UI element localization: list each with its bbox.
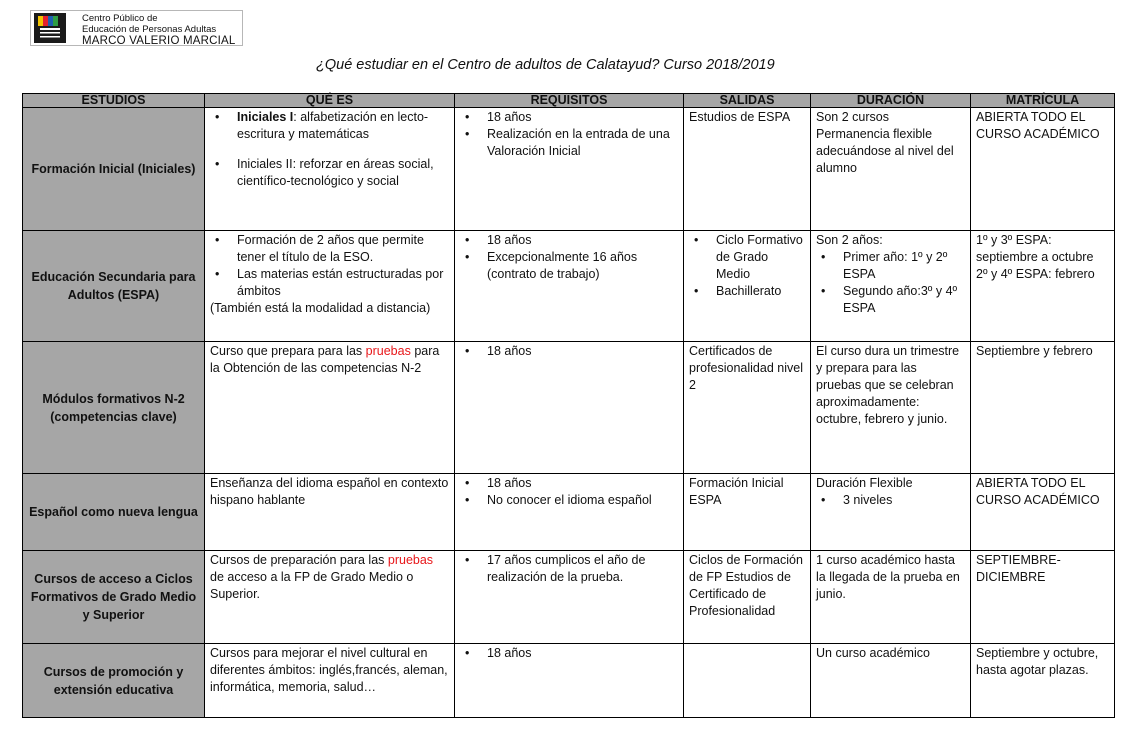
- list-item: • 18 años: [460, 475, 678, 492]
- salidas-cell: Certificados de profesionalidad nivel 2: [684, 342, 811, 474]
- list-item: • 17 años cumplicos el año de realización de la prueba.: [460, 552, 678, 586]
- salidas-cell: Estudios de ESPA: [684, 108, 811, 231]
- matricula-line: 2º y 4º ESPA: febrero: [976, 267, 1095, 281]
- requisitos-cell: [455, 231, 684, 342]
- column-header-que-es: QUÉ ES: [205, 94, 455, 108]
- list-item: • Bachillerato: [689, 283, 805, 300]
- requisitos-cell: [455, 342, 684, 474]
- table-row: [23, 551, 1115, 644]
- que-es-cell: [205, 342, 455, 474]
- list-item: • Segundo año:3º y 4º ESPA: [816, 283, 965, 317]
- matricula-cell: [971, 231, 1115, 342]
- table-row: [23, 231, 1115, 342]
- text-part: de acceso a la FP de Grado Medio o Superior.: [210, 570, 414, 601]
- que-es-cell: Enseñanza del idioma español en contexto hispano hablante: [205, 474, 455, 551]
- requisitos-cell: [455, 551, 684, 644]
- que-es-cell: [205, 551, 455, 644]
- requisitos-cell: [455, 108, 684, 231]
- list-item: • Excepcionalmente 16 años (contrato de trabajo): [460, 249, 678, 283]
- list-item: • Formación de 2 años que permite tener el título de la ESO.: [210, 232, 449, 266]
- column-header-salidas: SALIDAS: [684, 94, 811, 108]
- que-es-cell: Cursos para mejorar el nivel cultural en diferentes ámbitos: inglés,francés, aleman, informática, memoria, salud…: [205, 644, 455, 718]
- column-header-requisitos: REQUISITOS: [455, 94, 684, 108]
- text-part: Cursos de preparación para las: [210, 553, 388, 567]
- que-es-cell: [205, 108, 455, 231]
- duracion-cell: Son 2 cursos Permanencia flexible adecuándose al nivel del alumno: [811, 108, 971, 231]
- duracion-cell: Un curso académico: [811, 644, 971, 718]
- note-text: (También está la modalidad a distancia): [210, 301, 431, 315]
- list-item: • 18 años: [460, 109, 678, 126]
- row-title: Módulos formativos N-2 (competencias clave): [23, 342, 205, 474]
- requisitos-cell: [455, 644, 684, 718]
- text-part: Curso que prepara para las: [210, 344, 366, 358]
- list-item: • Ciclo Formativo de Grado Medio: [689, 232, 805, 283]
- highlighted-text: pruebas: [387, 553, 434, 567]
- duracion-cell: [811, 474, 971, 551]
- row-title: Formación Inicial (Iniciales): [23, 108, 205, 231]
- salidas-cell: Formación Inicial ESPA: [684, 474, 811, 551]
- matricula-cell: [971, 644, 1115, 718]
- list-item: • Primer año: 1º y 2º ESPA: [816, 249, 965, 283]
- level-description: : alfabetización en lecto-escritura y matemáticas: [237, 110, 429, 141]
- column-header-duracion: DURACIÓN: [811, 94, 971, 108]
- duracion-cell: 1 curso académico hasta la llegada de la prueba en junio.: [811, 551, 971, 644]
- list-item: [210, 109, 449, 143]
- column-header-matricula: MATRÍCULA: [971, 94, 1115, 108]
- list-item: • 18 años: [460, 645, 678, 662]
- logo-line-1: Centro Público de: [82, 13, 158, 24]
- duracion-cell: [811, 231, 971, 342]
- matricula-cell: Septiembre y febrero: [971, 342, 1115, 474]
- list-item: • No conocer el idioma español: [460, 492, 678, 509]
- table-row: [23, 474, 1115, 551]
- list-item: • Realización en la entrada de una Valoración Inicial: [460, 126, 678, 160]
- row-title: Cursos de acceso a Ciclos Formativos de Grado Medio y Superior: [23, 551, 205, 644]
- salidas-cell: [684, 644, 811, 718]
- list-item: • Iniciales II: reforzar en áreas social, científico-tecnológico y social: [210, 156, 449, 190]
- table-row: [23, 644, 1115, 718]
- logo: [30, 10, 243, 46]
- matricula-cell: ABIERTA TODO EL CURSO ACADÉMICO: [971, 474, 1115, 551]
- school-logo-icon: [34, 13, 66, 43]
- study-options-table: [22, 93, 1115, 718]
- level-name: Iniciales I: [237, 110, 294, 124]
- list-item: • Las materias están estructuradas por ámbitos: [210, 266, 449, 300]
- salidas-cell: Ciclos de Formación de FP Estudios de Certificado de Profesionalidad: [684, 551, 811, 644]
- table-row: [23, 342, 1115, 474]
- logo-line-2: Educación de Personas Adultas: [82, 23, 217, 35]
- que-es-cell: [205, 231, 455, 342]
- matricula-cell: SEPTIEMBRE-DICIEMBRE: [971, 551, 1115, 644]
- matricula-line: hasta agotar plazas.: [976, 663, 1089, 677]
- matricula-line: 1º y 3º ESPA: septiembre a octubre: [976, 233, 1094, 264]
- duracion-intro: Duración Flexible: [816, 476, 913, 490]
- page-title: ¿Qué estudiar en el Centro de adultos de Calatayud? Curso 2018/2019: [316, 57, 775, 73]
- text-part: para la Obtención de las competencias N-2: [210, 344, 440, 375]
- matricula-line: Septiembre y octubre,: [976, 646, 1099, 660]
- row-title: Educación Secundaria para Adultos (ESPA): [23, 231, 205, 342]
- matricula-cell: ABIERTA TODO EL CURSO ACADÉMICO: [971, 108, 1115, 231]
- salidas-cell: [684, 231, 811, 342]
- table-row: [23, 108, 1115, 231]
- duracion-intro: Son 2 años:: [816, 233, 883, 247]
- column-header-estudios: ESTUDIOS: [23, 94, 205, 108]
- row-title: Español como nueva lengua: [23, 474, 205, 551]
- highlighted-text: pruebas: [365, 344, 411, 358]
- list-item: • 3 niveles: [816, 492, 965, 509]
- list-item: • 18 años: [460, 232, 678, 249]
- logo-line-3: MARCO VALERIO MARCIAL: [82, 35, 236, 47]
- duracion-cell: El curso dura un trimestre y prepara para las pruebas que se celebran aproximadamente: octubre, febrero y junio.: [811, 342, 971, 474]
- requisitos-cell: [455, 474, 684, 551]
- table-header-row: [23, 94, 1115, 108]
- row-title: Cursos de promoción y extensión educativa: [23, 644, 205, 718]
- logo-text: [82, 14, 236, 48]
- list-item: • 18 años: [460, 343, 678, 360]
